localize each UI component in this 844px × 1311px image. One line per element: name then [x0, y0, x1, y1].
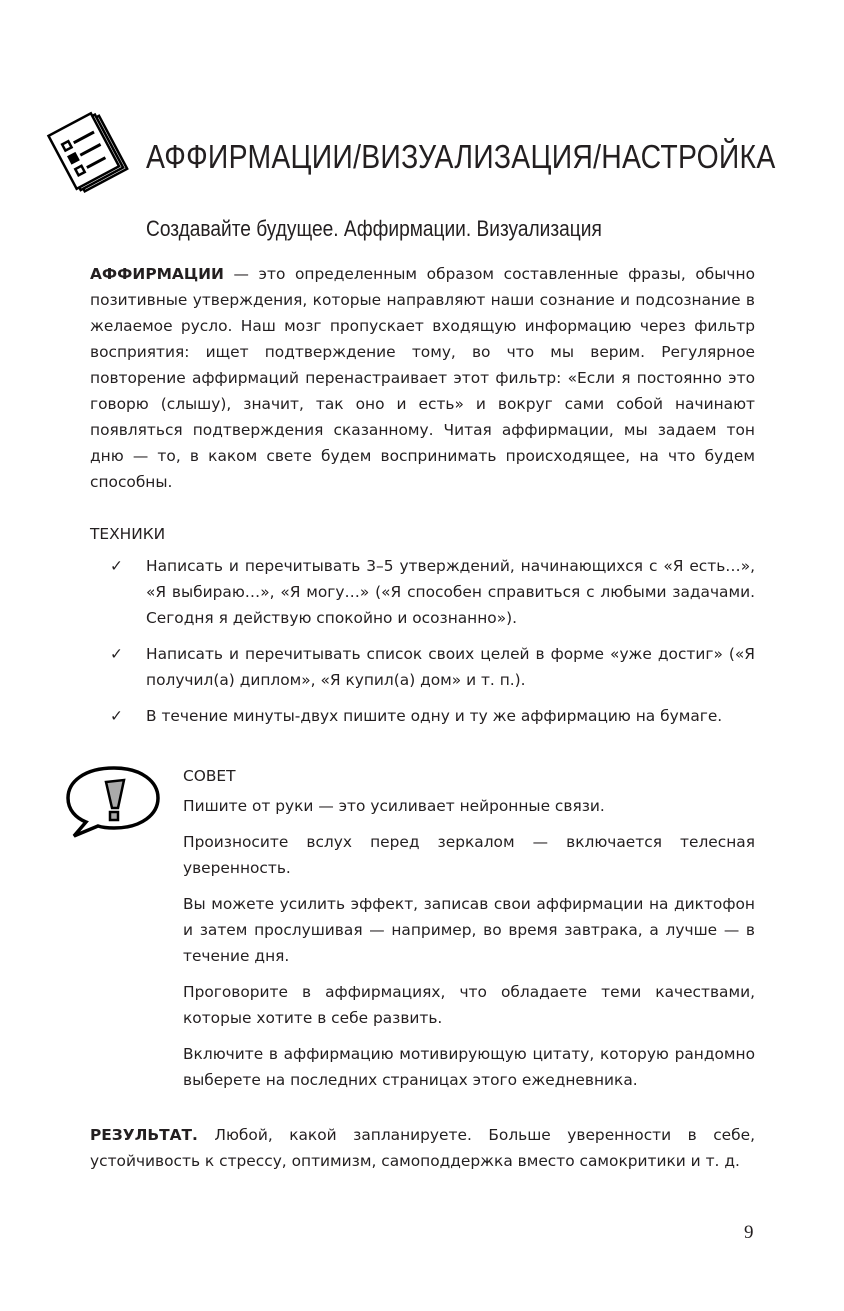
- advice-item: Вы можете усилить эффект, записав свои аффирмации на диктофон и затем прослушивая — например, во время завтрака, а лучше — в течение дня.: [183, 895, 755, 965]
- advice-heading: СОВЕТ: [183, 767, 236, 785]
- result-paragraph: [90, 1122, 755, 1174]
- result-term: РЕЗУЛЬТАТ.: [90, 1126, 198, 1144]
- checklist-icon: [40, 100, 140, 200]
- advice-item: Произносите вслух перед зеркалом — включается телесная уверенность.: [183, 833, 755, 877]
- intro-paragraph: [90, 261, 755, 495]
- list-item: [110, 703, 755, 729]
- techniques-heading: ТЕХНИКИ: [90, 525, 166, 543]
- checkmark-icon: ✓: [110, 645, 123, 663]
- technique-text: В течение минуты-двух пишите одну и ту же аффирмацию на бумаге.: [146, 707, 723, 725]
- techniques-list: [110, 553, 755, 739]
- intro-term: АФФИРМАЦИИ: [90, 265, 224, 283]
- page-number: 9: [744, 1222, 754, 1243]
- checkmark-icon: ✓: [110, 707, 123, 725]
- technique-text: Написать и перечитывать список своих целей в форме «уже достиг» («Я получил(а) диплом», «Я купил(а) дом» и т. п.).: [146, 645, 755, 689]
- exclamation-speech-bubble-icon: [64, 762, 164, 842]
- result-text: Любой, какой запланируете. Больше уверенности в себе, устойчивость к стрессу, оптимизм, самоподдержка вместо самокритики и т. д.: [90, 1126, 755, 1170]
- advice-item: Пишите от руки — это усиливает нейронные связи.: [183, 797, 605, 815]
- advice-box: [183, 763, 755, 1103]
- checkmark-icon: ✓: [110, 557, 123, 575]
- page-subtitle: Создавайте будущее. Аффирмации. Визуализация: [146, 216, 602, 241]
- advice-item: Проговорите в аффирмациях, что обладаете теми качествами, которые хотите в себе развить.: [183, 983, 755, 1027]
- advice-item: Включите в аффирмацию мотивирующую цитату, которую рандомно выберете на последних страницах этого ежедневника.: [183, 1045, 755, 1089]
- list-item: [110, 641, 755, 693]
- list-item: [110, 553, 755, 631]
- technique-text: Написать и перечитывать 3–5 утверждений, начинающихся с «Я есть…», «Я выбираю…», «Я могу…» («Я способен справиться с любыми задачами. Сегодня я действую спокойно и осознанно»).: [146, 557, 755, 627]
- page-title: АФФИРМАЦИИ/ВИЗУАЛИЗАЦИЯ/НАСТРОЙКА: [146, 138, 776, 175]
- intro-text: — это определенным образом составленные фразы, обычно позитивные утверждения, которые направляют наши сознание и подсознание в желаемое русло. Наш мозг пропускает входящую информацию через фильтр восприятия: ищет подтверждение тому, во что мы верим. Регулярное повторение аффирмаций перенастраивает этот фильтр: «Если я постоянно это говорю (слышу), значит, так оно и есть» и вокруг сами собой начинают появляться подтверждения сказанному. Читая аффирмации, мы задаем тон дню — то, в каком свете будем воспринимать происходящее, на что будем способны.: [90, 265, 755, 491]
